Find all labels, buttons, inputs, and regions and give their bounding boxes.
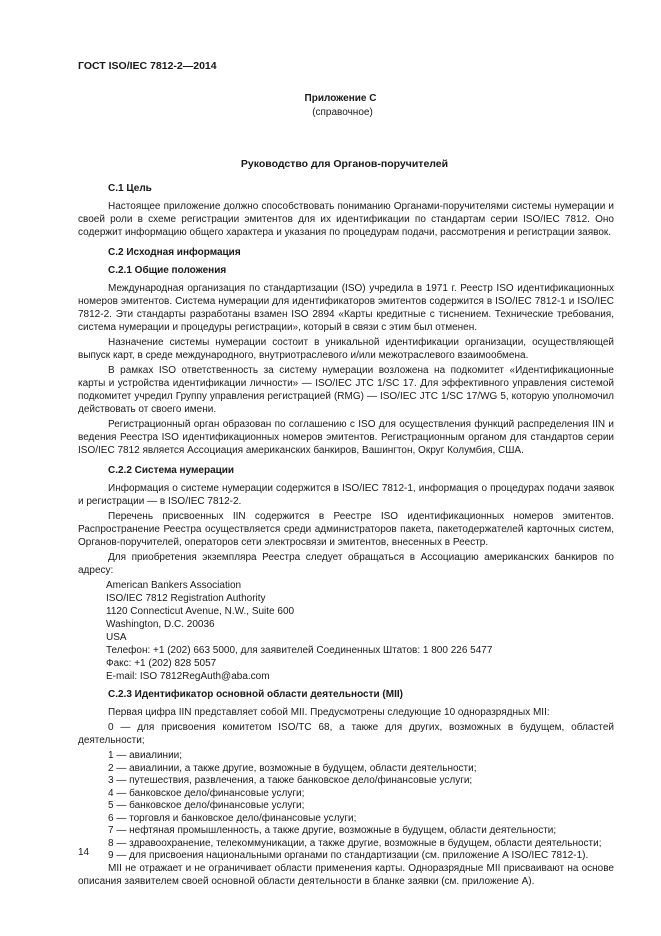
email-line: E-mail: ISO 7812RegAuth@aba.com — [106, 671, 270, 682]
section-c21-paragraph-4: Регистрационный орган образован по соглашению с ISO для осуществления функций распределения IIN и ведения Реестра ISO идентификационных номеров эмитентов. Регистрационным органом для стандартов серии ISO/IEC 7812 является Ассоциация американских банкиров, Вашингтон, Округ Колумбия, США. — [78, 419, 614, 456]
section-c1-paragraph: Настоящее приложение должно способствовать пониманию Органами-поручителями системы нумерации и своей роли в схеме регистрации эмитентов для их идентификации по стандартам серии ISO/IEC 7812. Оно содержит информацию общего характера и указания по процедурам подачи, рассмотрения и регистрации заявок. — [78, 201, 614, 238]
mii-item: 2 — авиалинии, а также другие, возможные в будущем, области деятельности; — [108, 762, 477, 774]
mii-item: 1 — авиалинии; — [108, 750, 183, 761]
phone-line: Телефон: +1 (202) 663 5000, для заявителей Соединенных Штатов: 1 800 226 5477 — [106, 645, 493, 656]
section-c21-heading: С.2.1 Общие положения — [108, 265, 227, 276]
appendix-note: (справочное) — [312, 107, 373, 118]
document-body — [78, 182, 614, 890]
mii-item: 7 — нефтяная промышленность, а также другие, возможные в будущем, области деятельности; — [108, 825, 557, 836]
mii-item: 5 — банковское дело/финансовые услуги; — [108, 800, 305, 811]
address-line: 1120 Connecticut Avenue, N.W., Suite 600 — [106, 606, 295, 617]
mii-item: 8 — здравоохранение, телекоммуникации, а также другие, возможные в будущем, области деятельности; — [108, 837, 602, 849]
section-c1-heading: С.1 Цель — [108, 183, 152, 194]
fax-line: Факс: +1 (202) 828 5057 — [106, 658, 217, 669]
mii-item: 3 — путешествия, развлечения, а также банковское дело/финансовые услуги; — [108, 775, 473, 786]
guide-title: Руководство для Органов-поручителей — [240, 158, 449, 170]
section-c21-paragraph-2: Назначение системы нумерации состоит в уникальной идентификации организации, осуществляющей выпуск карт, в среде международного, внутриотраслевого и/или межотраслевого взаимообмена. — [78, 337, 614, 361]
section-c21-paragraph-1: Международная организация по стандартизации (ISO) учредила в 1971 г. Реестр ISO идентификационных номеров эмитентов. Система нумерации для идентификаторов эмитентов содержится в ISO/IEC 7812-1 и ISO/IEC 7812-2. Эти стандарты разработаны взамен ISO 2894 «Карты кредитные с тиснением. Технические требования, система нумерации и процедуры регистрации», который в связи с этим был отменен. — [78, 283, 614, 333]
section-c23-paragraph-1: Первая цифра IIN представляет собой MII. Предусмотрены следующие 10 одноразрядных MII: — [108, 707, 550, 718]
address-line: Washington, D.C. 20036 — [106, 619, 215, 630]
page-number: 14 — [78, 847, 90, 858]
section-c21-paragraph-3: В рамках ISO ответственность за систему нумерации возложена на подкомитет «Идентификационные карты и устройства идентификации личности» — ISO/IEC JTC 1/SC 17. Для эффективного управления системой подкомитет учредил Группу управления регистрацией (RMG) — ISO/IEC JTC 1/SC 17/WG 5, которую уполномочил действовать от своего имени. — [78, 365, 614, 415]
section-c22-paragraph-2: Перечень присвоенных IIN содержится в Реестре ISO идентификационных номеров эмитентов. Распространение Реестра осуществляется среди администраторов пакета, пакетодержателей карточных систем, Органов-поручителей, операторов сети электросвязи и эмитентов, внесенных в Реестр. — [78, 511, 614, 548]
document-header: ГОСТ ISO/IEC 7812-2—2014 — [78, 60, 217, 72]
address-line: American Bankers Association — [106, 580, 242, 591]
section-c22-paragraph-3: Для приобретения экземпляра Реестра следует обращаться в Ассоциацию американских банкиров по адресу: — [78, 552, 614, 576]
section-c23-paragraph-last: MII не отражает и не ограничивает области применения карты. Одноразрядные MII присваивают на основе описания заявителем своей основной области деятельности в бланке заявки (см. приложение А). — [78, 862, 614, 887]
mii-item: 6 — торговля и банковское дело/финансовые услуги; — [108, 812, 357, 824]
section-c22-paragraph-1: Информация о системе нумерации содержится в ISO/IEC 7812-1, информация о процедурах подачи заявок и регистрации — в ISO/IEC 7812-2. — [78, 483, 614, 507]
address-line: USA — [106, 632, 127, 643]
mii-item: 9 — для присвоения национальными органами по стандартизации (см. приложение А ISO/IEC 7812-1). — [108, 850, 589, 861]
section-c23-heading: С.2.3 Идентификатор основной области деятельности (MII) — [108, 689, 403, 700]
appendix-title: Приложение С — [304, 93, 377, 104]
section-c22-heading: С.2.2 Система нумерации — [108, 465, 235, 476]
address-line: ISO/IEC 7812 Registration Authority — [106, 593, 266, 604]
section-c2-heading: С.2 Исходная информация — [108, 247, 241, 258]
mii-item-0: 0 — для присвоения комитетом ISO/TC 68, а также для других, возможных в будущем, областей деятельности; — [78, 722, 614, 746]
mii-item: 4 — банковское дело/финансовые услуги; — [108, 787, 305, 799]
